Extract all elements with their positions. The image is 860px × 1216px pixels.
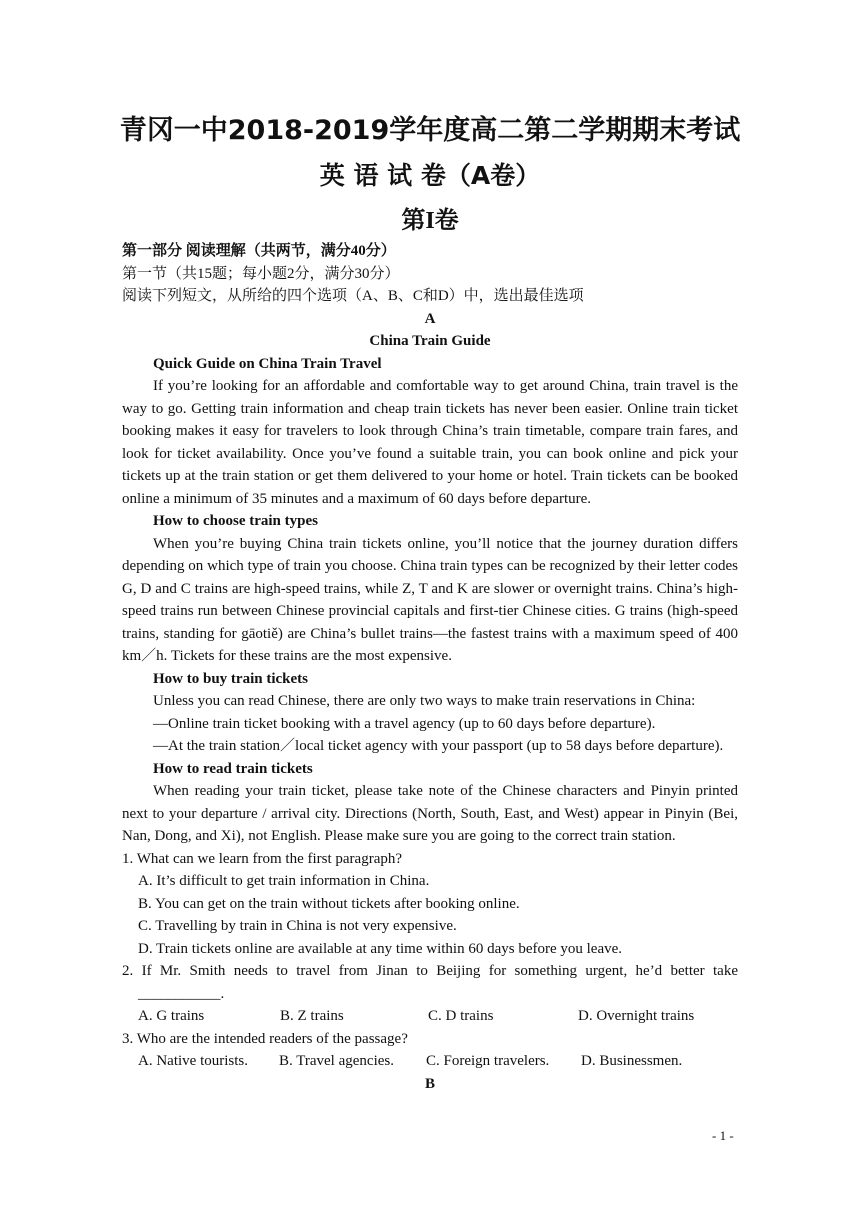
passage-heading-buy-tickets: How to buy train tickets — [153, 670, 308, 687]
question-3-option-d: D. Businessmen. — [581, 1053, 683, 1069]
passage-paragraph-4: When reading your train ticket, please take note of the Chinese characters and Pinyin printed next to your departure / arrival city. Directions (North, South, East, and West) appear in Pinyin (Bei, Nan, Dong, and Xi), not English. Please make sure you are going to the correct train station. — [122, 783, 738, 844]
passage-paragraph-3: Unless you can read Chinese, there are only two ways to make train reservations in China: — [153, 693, 696, 709]
passage-paragraph-1: If you’re looking for an affordable and comfortable way to get around China, train travel is the way to go. Getting train information and cheap train tickets has never been easier. Online train ticket booking makes it easy for travelers to look through China’s train timetable, compare train fares, and look for ticket availability. Once you’ve found a suitable train, you can book online and pick your tickets up at the train station or get them delivered to your home or hotel. Train tickets can be booked online a minimum of 35 minutes and a maximum of 60 days before departure. — [122, 378, 738, 507]
passage-letter-b: B — [424, 1075, 435, 1092]
exam-subtitle: 英 语 试 卷（A卷） — [319, 161, 541, 190]
passage-paragraph-2: When you’re buying China train tickets online, you’ll notice that the journey duration differs depending on which type of train you choose. China train types can be recognized by their letter codes G, D and C trains are high-speed trains, while Z, T and K are slower or overnight trains. China’s high-speed trains run between Chinese provincial capitals and first-tier Chinese cities. G trains (high-speed trains, standing for gāotiě) are China’s bullet trains—the fastest trains with a maximum speed of 400 km／h. Tickets for these trains are the most expensive. — [122, 535, 738, 664]
question-2-blank: ___________. — [138, 985, 225, 1002]
question-2-stem: 2. If Mr. Smith needs to travel from Jinan to Beijing for something urgent, he’d better take — [122, 963, 738, 979]
passage-heading-quick-guide: Quick Guide on China Train Travel — [153, 355, 382, 372]
question-3-option-a: A. Native tourists. — [138, 1053, 248, 1069]
booking-option-online: —Online train ticket booking with a travel agency (up to 60 days before departure). — [153, 715, 656, 732]
instruction-text: 阅读下列短文，从所给的四个选项（A、B、C和D）中，选出最佳选项 — [122, 288, 584, 304]
part-heading: 第一部分 阅读理解（共两节，满分40分） — [122, 243, 396, 259]
page-number: - 1 - — [712, 1128, 734, 1143]
question-1-option-b: B. You can get on the train without tickets after booking online. — [138, 895, 520, 912]
passage-letter-a: A — [424, 310, 436, 327]
passage-heading-train-types: How to choose train types — [153, 513, 318, 529]
question-2-options — [122, 1005, 738, 1028]
question-2-option-d: D. Overnight trains — [578, 1008, 695, 1024]
volume-heading: 第I卷 — [401, 208, 459, 234]
exam-body — [122, 240, 738, 1095]
question-3-option-c: C. Foreign travelers. — [426, 1053, 550, 1069]
question-3-option-b: B. Travel agencies. — [279, 1053, 394, 1069]
question-3-options — [122, 1050, 738, 1073]
question-3-stem: 3. Who are the intended readers of the passage? — [122, 1030, 408, 1047]
booking-option-station: —At the train station／local ticket agency with your passport (up to 58 days before departure). — [153, 738, 724, 754]
passage-heading-read-tickets: How to read train tickets — [153, 760, 313, 777]
passage-title: China Train Guide — [369, 333, 491, 349]
question-1-stem: 1. What can we learn from the first paragraph? — [122, 850, 403, 867]
question-2-option-a: A. G trains — [138, 1008, 205, 1024]
section-subheading: 第一节（共15题；每小题2分，满分30分） — [122, 265, 400, 282]
question-1-option-a: A. It’s difficult to get train information in China. — [138, 873, 430, 889]
exam-title: 青冈一中2018-2019学年度高二第二学期期末考试 — [119, 115, 741, 146]
question-1-option-d: D. Train tickets online are available at any time within 60 days before you leave. — [138, 940, 623, 957]
question-2-option-b: B. Z trains — [280, 1008, 344, 1024]
question-1-option-c: C. Travelling by train in China is not very expensive. — [138, 918, 457, 934]
question-2-option-c: C. D trains — [428, 1008, 494, 1024]
